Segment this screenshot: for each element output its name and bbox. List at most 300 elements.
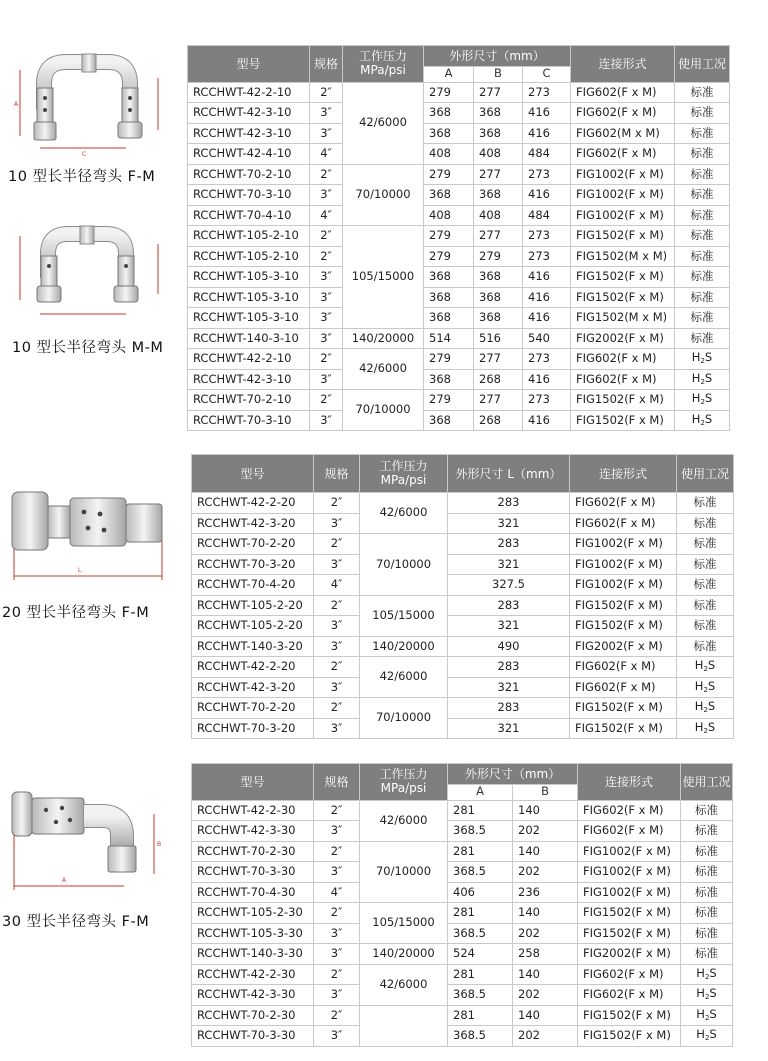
table-row	[192, 882, 733, 903]
cell-size: 2″	[314, 903, 360, 924]
cell-condition: 标准	[677, 575, 734, 596]
cell-model: RCCHWT-42-2-30	[192, 964, 314, 985]
cell-size: 3″	[314, 677, 360, 698]
cell-dim-b: 277	[474, 226, 523, 247]
table-row	[192, 677, 734, 698]
header-pressure: 工作压力 MPa/psi	[360, 764, 448, 801]
cell-dim-a: 368	[424, 267, 474, 288]
cell-model: RCCHWT-42-2-20	[192, 657, 314, 678]
figure-20-fm	[4, 484, 174, 588]
header-condition: 使用工况	[677, 455, 734, 493]
cell-model: RCCHWT-140-3-20	[192, 636, 314, 657]
cell-pressure: 70/10000	[360, 841, 448, 903]
cell-pressure: 70/10000	[343, 164, 424, 226]
cell-connection: FIG1502(F x M)	[578, 1026, 681, 1047]
table-row	[192, 718, 734, 739]
table-row	[192, 821, 733, 842]
cell-size: 3″	[314, 923, 360, 944]
cell-condition: 标准	[675, 144, 730, 165]
dim-label-a: A	[14, 101, 19, 108]
cell-condition: 标准	[677, 554, 734, 575]
cell-dim-l: 327.5	[448, 575, 570, 596]
table-row	[192, 554, 734, 575]
cell-dim-l: 321	[448, 554, 570, 575]
cell-dim-c: 273	[523, 164, 571, 185]
table-row	[192, 636, 734, 657]
table-row	[188, 103, 730, 124]
table-row	[192, 903, 733, 924]
cell-dim-a: 279	[424, 349, 474, 370]
cell-size: 2″	[314, 1005, 360, 1026]
cell-size: 2″	[314, 493, 360, 514]
cell-dim-a: 368.5	[448, 821, 513, 842]
cell-size: 2″	[314, 841, 360, 862]
cell-size: 2″	[314, 698, 360, 719]
cell-dim-a: 368.5	[448, 985, 513, 1006]
cell-model: RCCHWT-70-4-20	[192, 575, 314, 596]
cell-model: RCCHWT-42-3-10	[188, 123, 310, 144]
table-row	[192, 923, 733, 944]
table-row	[188, 205, 730, 226]
cell-dim-c: 416	[523, 103, 571, 124]
table-row	[188, 246, 730, 267]
cell-condition: 标准	[677, 595, 734, 616]
cell-dim-c: 484	[523, 144, 571, 165]
cell-condition: 标准	[675, 328, 730, 349]
table-row	[188, 185, 730, 206]
table-row	[192, 862, 733, 883]
cell-model: RCCHWT-42-3-30	[192, 821, 314, 842]
cell-dim-b: 202	[513, 862, 578, 883]
cell-condition: 标准	[681, 862, 733, 883]
cell-dim-l: 321	[448, 677, 570, 698]
cell-model: RCCHWT-42-3-20	[192, 513, 314, 534]
cell-dim-a: 368.5	[448, 923, 513, 944]
table-row	[192, 841, 733, 862]
cell-condition: $H_2S$	[675, 349, 730, 370]
cell-pressure	[360, 1005, 448, 1046]
cell-dim-b: 140	[513, 800, 578, 821]
cell-dim-a: 368	[424, 410, 474, 431]
cell-model: RCCHWT-105-2-30	[192, 903, 314, 924]
table-row	[192, 657, 734, 678]
cell-dim-b: 140	[513, 903, 578, 924]
header-dim-a: A	[448, 784, 513, 800]
cell-dim-b: 408	[474, 144, 523, 165]
cell-dim-c: 416	[523, 369, 571, 390]
cell-condition: 标准	[675, 246, 730, 267]
cell-size: 3″	[310, 185, 343, 206]
spec-table-20	[191, 454, 734, 739]
cell-condition: $H_2S$	[681, 1026, 733, 1047]
cell-model: RCCHWT-42-2-20	[192, 493, 314, 514]
cell-size: 2″	[314, 800, 360, 821]
cell-model: RCCHWT-105-2-20	[192, 595, 314, 616]
cell-dim-a: 279	[424, 246, 474, 267]
cell-size: 3″	[310, 328, 343, 349]
cell-model: RCCHWT-140-3-30	[192, 944, 314, 965]
cell-size: 3″	[310, 369, 343, 390]
cell-model: RCCHWT-105-3-30	[192, 923, 314, 944]
cell-dim-c: 416	[523, 308, 571, 329]
cell-size: 3″	[314, 718, 360, 739]
cell-dim-a: 281	[448, 903, 513, 924]
cell-model: RCCHWT-70-4-10	[188, 205, 310, 226]
header-condition: 使用工况	[675, 46, 730, 83]
cell-model: RCCHWT-70-3-20	[192, 718, 314, 739]
cell-size: 2″	[314, 657, 360, 678]
cell-dim-a: 368	[424, 308, 474, 329]
cell-model: RCCHWT-105-2-20	[192, 616, 314, 637]
cell-dim-b: 140	[513, 1005, 578, 1026]
table-row	[188, 287, 730, 308]
cell-dim-l: 321	[448, 513, 570, 534]
cell-model: RCCHWT-70-3-10	[188, 185, 310, 206]
cell-connection: FIG602(F x M)	[570, 513, 677, 534]
header-model: 型号	[192, 764, 314, 801]
cell-connection: FIG2002(F x M)	[571, 328, 675, 349]
cell-size: 3″	[314, 1026, 360, 1047]
cell-dim-a: 368	[424, 103, 474, 124]
table-row	[192, 616, 734, 637]
cell-dim-c: 416	[523, 185, 571, 206]
spec-table-30	[191, 763, 733, 1047]
cell-dim-c: 273	[523, 246, 571, 267]
cell-connection: FIG602(F x M)	[578, 985, 681, 1006]
cell-dim-c: 273	[523, 390, 571, 411]
cell-connection: FIG1502(F x M)	[571, 287, 675, 308]
cell-condition: 标准	[681, 882, 733, 903]
cell-connection: FIG1002(F x M)	[570, 575, 677, 596]
table-row	[192, 698, 734, 719]
cell-connection: FIG602(F x M)	[571, 144, 675, 165]
cell-dim-a: 408	[424, 205, 474, 226]
cell-size: 4″	[314, 575, 360, 596]
cell-size: 4″	[310, 144, 343, 165]
cell-dim-c: 416	[523, 287, 571, 308]
cell-model: RCCHWT-70-2-30	[192, 1005, 314, 1026]
cell-connection: FIG1002(F x M)	[570, 534, 677, 555]
cell-size: 2″	[314, 534, 360, 555]
table-row	[192, 1026, 733, 1047]
cell-size: 3″	[314, 862, 360, 883]
dim-label-l: L	[78, 567, 82, 574]
cell-dim-l: 283	[448, 698, 570, 719]
header-dimensions: 外形尺寸（mm）	[424, 46, 571, 67]
cell-condition: 标准	[677, 513, 734, 534]
cell-connection: FIG2002(F x M)	[570, 636, 677, 657]
table-row	[188, 226, 730, 247]
cell-dim-c: 416	[523, 410, 571, 431]
cell-condition: 标准	[677, 534, 734, 555]
table-row	[192, 1005, 733, 1026]
table-row	[188, 410, 730, 431]
cell-model: RCCHWT-105-3-10	[188, 287, 310, 308]
cell-dim-a: 281	[448, 841, 513, 862]
cell-size: 3″	[310, 287, 343, 308]
cell-model: RCCHWT-105-2-10	[188, 246, 310, 267]
cell-connection: FIG1002(F x M)	[571, 164, 675, 185]
cell-condition: 标准	[677, 636, 734, 657]
cell-connection: FIG1002(F x M)	[578, 882, 681, 903]
cell-condition: 标准	[675, 164, 730, 185]
table-row	[188, 123, 730, 144]
table-row	[192, 985, 733, 1006]
table-row	[188, 349, 730, 370]
header-size: 规格	[310, 46, 343, 83]
cell-connection: FIG1502(F x M)	[571, 267, 675, 288]
cell-dim-a: 514	[424, 328, 474, 349]
cell-connection: FIG1002(F x M)	[570, 554, 677, 575]
figure-30-fm	[4, 782, 174, 896]
cell-connection: FIG1502(F x M)	[578, 903, 681, 924]
cell-size: 2″	[310, 349, 343, 370]
cell-size: 2″	[310, 246, 343, 267]
dim-label-a: A	[62, 877, 67, 884]
table-row	[192, 513, 734, 534]
cell-dim-a: 281	[448, 800, 513, 821]
cell-condition: 标准	[675, 103, 730, 124]
cell-dim-a: 279	[424, 82, 474, 103]
cell-model: RCCHWT-42-2-10	[188, 82, 310, 103]
cell-dim-b: 277	[474, 82, 523, 103]
header-condition: 使用工况	[681, 764, 733, 801]
cell-condition: 标准	[681, 923, 733, 944]
cell-model: RCCHWT-42-3-10	[188, 103, 310, 124]
cell-size: 2″	[310, 226, 343, 247]
cell-connection: FIG1502(F x M)	[571, 410, 675, 431]
cell-dim-b: 140	[513, 841, 578, 862]
cell-connection: FIG1502(F x M)	[578, 1005, 681, 1026]
cell-dim-b: 277	[474, 349, 523, 370]
cell-size: 3″	[310, 308, 343, 329]
cell-dim-a: 368.5	[448, 862, 513, 883]
cell-connection: FIG1502(F x M)	[570, 718, 677, 739]
cell-pressure: 140/20000	[360, 636, 448, 657]
cell-connection: FIG1502(F x M)	[571, 390, 675, 411]
table-row	[188, 328, 730, 349]
cell-size: 2″	[314, 964, 360, 985]
cell-size: 2″	[314, 595, 360, 616]
spec-table-10	[187, 45, 730, 431]
cell-size: 2″	[310, 390, 343, 411]
cell-dim-a: 368	[424, 185, 474, 206]
table-row	[192, 800, 733, 821]
cell-condition: 标准	[681, 800, 733, 821]
header-model: 型号	[188, 46, 310, 83]
cell-dim-b: 268	[474, 410, 523, 431]
cell-model: RCCHWT-42-3-10	[188, 369, 310, 390]
cell-size: 2″	[310, 164, 343, 185]
cell-dim-b: 368	[474, 103, 523, 124]
cell-condition: 标准	[677, 616, 734, 637]
header-size: 规格	[314, 455, 360, 493]
cell-dim-a: 279	[424, 164, 474, 185]
header-dimensions: 外形尺寸（mm）	[448, 764, 578, 785]
header-dim-a: A	[424, 66, 474, 82]
cell-dim-c: 273	[523, 82, 571, 103]
cell-dim-b: 408	[474, 205, 523, 226]
cell-model: RCCHWT-70-3-10	[188, 410, 310, 431]
table-row	[192, 964, 733, 985]
cell-size: 3″	[314, 554, 360, 575]
cell-dim-b: 368	[474, 267, 523, 288]
cell-dim-c: 484	[523, 205, 571, 226]
table-row	[188, 308, 730, 329]
table-row	[188, 369, 730, 390]
header-pressure: 工作压力 MPa/psi	[343, 46, 424, 83]
cell-dim-b: 202	[513, 923, 578, 944]
cell-condition: $H_2S$	[677, 698, 734, 719]
cell-dim-a: 279	[424, 226, 474, 247]
cell-dim-b: 279	[474, 246, 523, 267]
header-connection: 连接形式	[570, 455, 677, 493]
table-row	[192, 534, 734, 555]
cell-dim-a: 368	[424, 369, 474, 390]
cell-dim-b: 277	[474, 164, 523, 185]
cell-dim-b: 277	[474, 390, 523, 411]
cell-condition: $H_2S$	[681, 985, 733, 1006]
caption-10-mm: 10 型长半径弯头 M-M	[12, 340, 164, 356]
cell-pressure: 70/10000	[360, 534, 448, 596]
cell-dim-l: 321	[448, 616, 570, 637]
cell-pressure: 140/20000	[360, 944, 448, 965]
table-row	[188, 82, 730, 103]
header-connection: 连接形式	[571, 46, 675, 83]
cell-condition: $H_2S$	[675, 410, 730, 431]
cell-dim-a: 406	[448, 882, 513, 903]
cell-size: 3″	[314, 616, 360, 637]
cell-condition: $H_2S$	[681, 1005, 733, 1026]
cell-model: RCCHWT-70-2-20	[192, 534, 314, 555]
cell-condition: $H_2S$	[675, 369, 730, 390]
cell-model: RCCHWT-105-3-10	[188, 308, 310, 329]
cell-dim-a: 281	[448, 964, 513, 985]
cell-model: RCCHWT-70-2-10	[188, 164, 310, 185]
cell-size: 3″	[310, 267, 343, 288]
cell-condition: 标准	[681, 821, 733, 842]
cell-dim-c: 416	[523, 123, 571, 144]
cell-size: 3″	[310, 410, 343, 431]
table-row	[192, 493, 734, 514]
cell-dim-c: 273	[523, 349, 571, 370]
cell-dim-a: 279	[424, 390, 474, 411]
cell-condition: $H_2S$	[675, 390, 730, 411]
header-connection: 连接形式	[578, 764, 681, 801]
cell-size: 3″	[314, 944, 360, 965]
cell-model: RCCHWT-105-3-10	[188, 267, 310, 288]
u-bend-mm-drawing	[10, 222, 175, 328]
cell-dim-b: 516	[474, 328, 523, 349]
cell-dim-b: 368	[474, 185, 523, 206]
cell-connection: FIG1002(F x M)	[578, 862, 681, 883]
cell-dim-l: 490	[448, 636, 570, 657]
u-bend-fm-drawing	[10, 48, 175, 166]
cell-dim-b: 202	[513, 1026, 578, 1047]
cell-pressure: 70/10000	[343, 390, 424, 431]
cell-condition: $H_2S$	[677, 657, 734, 678]
cell-connection: FIG602(F x M)	[571, 369, 675, 390]
cell-model: RCCHWT-70-4-30	[192, 882, 314, 903]
elbow-drawing	[4, 782, 174, 896]
cell-dim-l: 283	[448, 493, 570, 514]
cell-connection: FIG1502(M x M)	[571, 246, 675, 267]
caption-10-fm: 10 型长半径弯头 F-M	[8, 169, 156, 185]
cell-model: RCCHWT-70-3-30	[192, 862, 314, 883]
cell-dim-l: 321	[448, 718, 570, 739]
cell-condition: 标准	[675, 226, 730, 247]
cell-size: 3″	[310, 123, 343, 144]
cell-condition: 标准	[675, 267, 730, 288]
cell-pressure: 42/6000	[360, 964, 448, 1005]
cell-connection: FIG1502(F x M)	[578, 923, 681, 944]
figure-10-fm	[10, 48, 175, 166]
cell-dim-b: 140	[513, 964, 578, 985]
cell-condition: 标准	[675, 82, 730, 103]
cell-connection: FIG1502(F x M)	[570, 698, 677, 719]
cell-condition: $H_2S$	[677, 677, 734, 698]
cell-connection: FIG1502(F x M)	[570, 616, 677, 637]
cell-dim-l: 283	[448, 595, 570, 616]
cell-dim-c: 273	[523, 226, 571, 247]
table-row	[192, 595, 734, 616]
cell-model: RCCHWT-70-3-30	[192, 1026, 314, 1047]
cell-model: RCCHWT-70-2-30	[192, 841, 314, 862]
cell-connection: FIG1002(F x M)	[578, 841, 681, 862]
cell-connection: FIG602(F x M)	[578, 821, 681, 842]
cell-size: 3″	[314, 636, 360, 657]
cell-model: RCCHWT-42-3-30	[192, 985, 314, 1006]
cell-connection: FIG602(F x M)	[570, 657, 677, 678]
cell-condition: $H_2S$	[681, 964, 733, 985]
cell-pressure: 105/15000	[360, 903, 448, 944]
cell-dim-b: 368	[474, 123, 523, 144]
cell-size: 3″	[314, 821, 360, 842]
cell-connection: FIG1502(F x M)	[571, 226, 675, 247]
cell-dim-c: 540	[523, 328, 571, 349]
header-dim-b: B	[474, 66, 523, 82]
cell-condition: 标准	[675, 308, 730, 329]
cell-model: RCCHWT-42-4-10	[188, 144, 310, 165]
cell-pressure: 42/6000	[343, 349, 424, 390]
cell-dim-a: 281	[448, 1005, 513, 1026]
cell-condition: 标准	[681, 841, 733, 862]
cell-pressure: 70/10000	[360, 698, 448, 739]
cell-connection: FIG602(F x M)	[578, 800, 681, 821]
cell-model: RCCHWT-105-2-10	[188, 226, 310, 247]
cell-pressure: 42/6000	[360, 493, 448, 534]
cell-pressure: 105/15000	[343, 226, 424, 329]
table-row	[188, 267, 730, 288]
cell-model: RCCHWT-42-2-30	[192, 800, 314, 821]
cell-model: RCCHWT-70-2-20	[192, 698, 314, 719]
cell-dim-c: 416	[523, 267, 571, 288]
cell-size: 3″	[310, 103, 343, 124]
cell-dim-b: 368	[474, 308, 523, 329]
cell-pressure: 42/6000	[360, 800, 448, 841]
cell-pressure: 140/20000	[343, 328, 424, 349]
cell-model: RCCHWT-70-2-10	[188, 390, 310, 411]
cell-model: RCCHWT-42-2-10	[188, 349, 310, 370]
table-row	[188, 144, 730, 165]
table-row	[192, 575, 734, 596]
cell-condition: 标准	[675, 185, 730, 206]
cell-connection: FIG602(F x M)	[571, 349, 675, 370]
cell-condition: 标准	[675, 123, 730, 144]
straight-swivel-drawing	[4, 484, 174, 588]
caption-20-fm: 20 型长半径弯头 F-M	[2, 605, 150, 621]
caption-30-fm: 30 型长半径弯头 F-M	[2, 914, 150, 930]
